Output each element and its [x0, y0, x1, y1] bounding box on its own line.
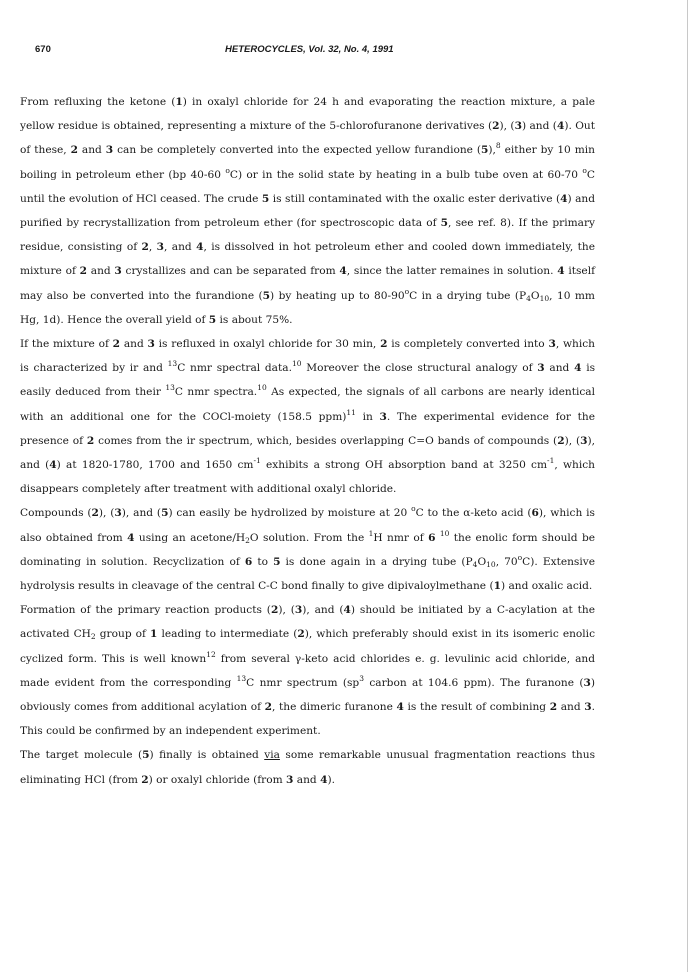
article-body: [20, 90, 595, 792]
text-run: from several γ-keto acid chlorides e. g. levulinic acid chloride, and made evident from the corresponding: [20, 652, 595, 689]
text-run: to: [252, 555, 274, 568]
subscript: 2: [90, 632, 96, 642]
text-run: is about 75%.: [216, 313, 293, 326]
text-run: using an acetone/H: [134, 531, 246, 544]
text-run: some remarkable unusual fragmentation reactions thus eliminating HCl (from: [20, 749, 596, 786]
text-run: , 70: [495, 555, 518, 568]
superscript: 10: [257, 383, 267, 393]
text-run: , 10 mm Hg, 1d). Hence the overall yield of: [20, 289, 595, 326]
compound-number: 3: [294, 604, 303, 617]
paragraph: [20, 743, 595, 791]
compound-number: 4: [127, 531, 135, 544]
text-run: ) can easily be hydrolized by moisture at 20: [168, 507, 412, 520]
compound-number: 3: [548, 338, 556, 351]
compound-number: 3: [286, 773, 294, 786]
text-run: can be completely converted into the expected yellow furandione (: [113, 144, 481, 157]
compound-number: 4: [556, 120, 565, 133]
compound-number: 3: [583, 676, 591, 689]
compound-number: 4: [320, 773, 328, 786]
text-run: is the result of combining: [403, 701, 550, 714]
text-run: and: [557, 701, 585, 714]
compound-number: 3: [156, 241, 165, 254]
superscript: 13: [165, 383, 175, 393]
text-run: ) in oxalyl chloride for 24 h and evaporating the reaction mixture, a pale yellow residue is obtained, representing a mixture of the 5-chlorofuranone derivatives (: [20, 96, 595, 133]
compound-number: 5: [273, 555, 281, 568]
text-run: O: [477, 555, 487, 568]
text-run: ), (: [98, 507, 115, 520]
text-run: ) at 1820-1780, 1700 and 1650 cm: [56, 459, 254, 472]
text-run: ).: [327, 773, 335, 786]
text-run: and: [293, 773, 321, 786]
text-run: C nmr spectral data.: [177, 362, 292, 375]
compound-number: 2: [492, 120, 500, 133]
text-run: , is dissolved in hot petroleum ether and cooled down immediately, the mixture of: [20, 241, 595, 278]
compound-number: 5: [262, 289, 271, 302]
compound-number: 3: [537, 362, 545, 375]
compound-number: 2: [79, 265, 87, 278]
superscript: 1: [368, 528, 374, 538]
text-run: C) or in the solid state by heating in a bulb tube oven at 60-70: [229, 168, 583, 181]
subscript: 10: [539, 293, 550, 303]
text-run: ) by heating up to 80-90: [270, 289, 405, 302]
journal-citation: HETEROCYCLES, Vol. 32, No. 4, 1991: [225, 44, 394, 55]
compound-number: 4: [557, 265, 565, 278]
compound-number: 2: [141, 241, 149, 254]
compound-number: 5: [261, 192, 270, 205]
compound-number: 3: [580, 434, 588, 447]
subscript: 4: [472, 559, 478, 569]
compound-number: 5: [142, 749, 150, 762]
text-run: . This could be confirmed by an independent experiment.: [20, 701, 595, 738]
text-run: ) and oxalic acid.: [500, 580, 593, 593]
text-run: and: [77, 144, 106, 157]
text-run: the enolic form should be dominating in solution. Recyclization of: [20, 531, 596, 568]
text-run: ), and (: [20, 434, 595, 472]
text-run: ), which preferably should exist in its isomeric enolic cyclized form. This is well known: [20, 628, 595, 665]
text-run: and: [544, 362, 575, 375]
subscript: 4: [526, 293, 531, 303]
text-run: As expected, the signals of all carbons are nearly identical with an additional one for the COCl-moiety (158.5 ppm): [20, 386, 596, 423]
text-run: and: [120, 338, 148, 351]
text-run: C nmr spectrum (sp: [246, 676, 360, 689]
compound-number: 6: [531, 507, 539, 520]
compound-number: 2: [86, 434, 95, 447]
text-run: is completely converted into: [387, 338, 549, 351]
superscript: 13: [167, 359, 178, 369]
text-run: ),: [488, 144, 496, 157]
text-run: ) and (: [521, 120, 557, 133]
text-run: C in a drying tube (P: [409, 289, 527, 302]
superscript: 12: [206, 649, 216, 659]
text-run: C nmr spectra.: [174, 386, 258, 399]
text-run: comes from the ir spectrum, which, besides overlapping C=O bands of compounds (: [94, 434, 558, 447]
text-run: Moreover the close structural analogy of: [301, 362, 538, 375]
text-run: ) should be initiated by a C-acylation at the activated CH: [20, 604, 595, 641]
compound-number: 2: [380, 338, 388, 351]
paragraph: [20, 501, 595, 598]
paragraph: [20, 90, 595, 332]
text-run: is refluxed in oxalyl chloride for 30 min,: [154, 338, 381, 351]
text-run: ,: [148, 241, 157, 254]
text-run: either by 10 min boiling in petroleum ether (bp 40-60: [20, 144, 595, 181]
page-number: 670: [35, 44, 51, 55]
superscript: -1: [547, 456, 555, 466]
superscript: 8: [495, 141, 501, 151]
superscript: 11: [346, 407, 356, 417]
text-run: , see ref. 8). If the primary residue, consisting of: [20, 217, 595, 254]
compound-number: 5: [208, 313, 217, 326]
compound-number: 5: [161, 507, 169, 520]
text-run: , which disappears completely after treatment with additional oxalyl chloride.: [20, 459, 595, 496]
compound-number: 6: [428, 531, 436, 544]
text-run: C until the evolution of HCl ceased. The crude: [20, 168, 595, 205]
compound-number: 4: [396, 701, 404, 714]
compound-number: 4: [574, 362, 582, 375]
compound-number: 2: [70, 144, 78, 157]
compound-number: 3: [379, 410, 387, 423]
superscript: 10: [439, 528, 450, 538]
text-run: itself may also be converted into the furandione (: [20, 265, 596, 302]
text-run: O solution. From the: [249, 531, 369, 544]
compound-number: 2: [141, 773, 149, 786]
compound-number: 3: [584, 701, 592, 714]
text-run: ), (: [499, 120, 515, 133]
superscript: -1: [253, 456, 261, 466]
compound-number: 4: [339, 265, 347, 278]
subscript: 2: [245, 535, 250, 545]
text-run: exhibits a strong OH absorption band at 3250 cm: [260, 459, 548, 472]
text-run: From refluxing the ketone (: [20, 96, 176, 108]
text-run: H nmr of: [373, 531, 429, 544]
compound-number: 3: [105, 144, 114, 157]
text-run: crystallizes and can be separated from: [121, 265, 340, 278]
text-run: is done again in a drying tube (P: [280, 555, 473, 568]
text-run: is easily deduced from their: [20, 362, 596, 399]
compound-number: 2: [297, 628, 305, 641]
compound-number: 4: [560, 192, 568, 205]
text-run: ) or oxalyl chloride (from: [148, 773, 287, 786]
text-run: carbon at 104.6 ppm). The furanone (: [364, 676, 584, 689]
text-run: ). Out of these,: [20, 120, 595, 157]
text-run: If the mixture of: [20, 338, 113, 351]
superscript: 10: [291, 359, 302, 369]
superscript: o: [582, 165, 587, 175]
text-run: O: [530, 289, 540, 302]
superscript: o: [517, 552, 523, 562]
text-run: , which is characterized by ir and: [20, 338, 595, 375]
paragraph: [20, 332, 595, 501]
compound-number: 5: [481, 144, 489, 157]
text-run: The target molecule (: [20, 749, 143, 762]
superscript: o: [411, 504, 416, 514]
text-run: ), and (: [121, 507, 162, 520]
superscript: o: [225, 165, 230, 175]
text-run: ) finally is obtained: [149, 749, 265, 762]
text-run: ) and purified by recrystallization from petroleum ether (for spectroscopic data of: [20, 192, 596, 230]
compound-number: 3: [114, 265, 122, 278]
compound-number: 1: [493, 580, 501, 593]
text-run: , and: [164, 241, 197, 254]
text-run: ), and (: [302, 604, 344, 617]
compound-number: 2: [557, 434, 565, 447]
compound-number: 3: [114, 507, 122, 520]
compound-number: 1: [150, 628, 158, 641]
compound-number: 2: [264, 701, 273, 714]
superscript: o: [404, 286, 410, 296]
compound-number: 3: [514, 120, 522, 133]
text-run: Formation of the primary reaction products (: [20, 604, 271, 617]
compound-number: 4: [343, 604, 351, 617]
text-run: ) obviously comes from additional acylation of: [20, 676, 595, 714]
superscript: 13: [236, 673, 247, 683]
paragraph: [20, 598, 595, 743]
text-run: , since the latter remaines in solution.: [346, 265, 558, 278]
text-run: and: [87, 265, 115, 278]
text-run: is still contaminated with the oxalic ester derivative (: [269, 192, 561, 205]
text-run: ), (: [278, 604, 295, 617]
text-run: . The experimental evidence for the presence of: [20, 410, 595, 447]
text-run: ), (: [564, 434, 581, 447]
superscript: 3: [359, 673, 364, 683]
compound-number: 2: [91, 507, 99, 520]
underlined-text: via: [264, 749, 280, 762]
text-run: leading to intermediate (: [157, 628, 298, 641]
subscript: 10: [486, 559, 496, 569]
text-run: Compounds (: [20, 507, 92, 520]
text-run: C to the α-keto acid (: [415, 507, 532, 520]
text-run: group of: [95, 628, 151, 641]
compound-number: 3: [147, 338, 155, 351]
compound-number: 1: [175, 96, 183, 108]
compound-number: 4: [49, 459, 57, 472]
page-edge: [687, 0, 688, 972]
running-header: [20, 44, 640, 60]
text-run: , the dimeric furanone: [272, 701, 397, 714]
compound-number: 4: [196, 241, 204, 254]
compound-number: 2: [549, 701, 558, 714]
text-run: in: [355, 410, 380, 423]
text-run: ), which is also obtained from: [20, 507, 595, 544]
compound-number: 6: [244, 555, 253, 568]
compound-number: 5: [440, 217, 449, 230]
compound-number: 2: [112, 338, 121, 351]
text-run: C). Extensive hydrolysis results in cleavage of the central C-C bond finally to give dipivaloylmethane (: [20, 555, 595, 593]
compound-number: 2: [270, 604, 279, 617]
